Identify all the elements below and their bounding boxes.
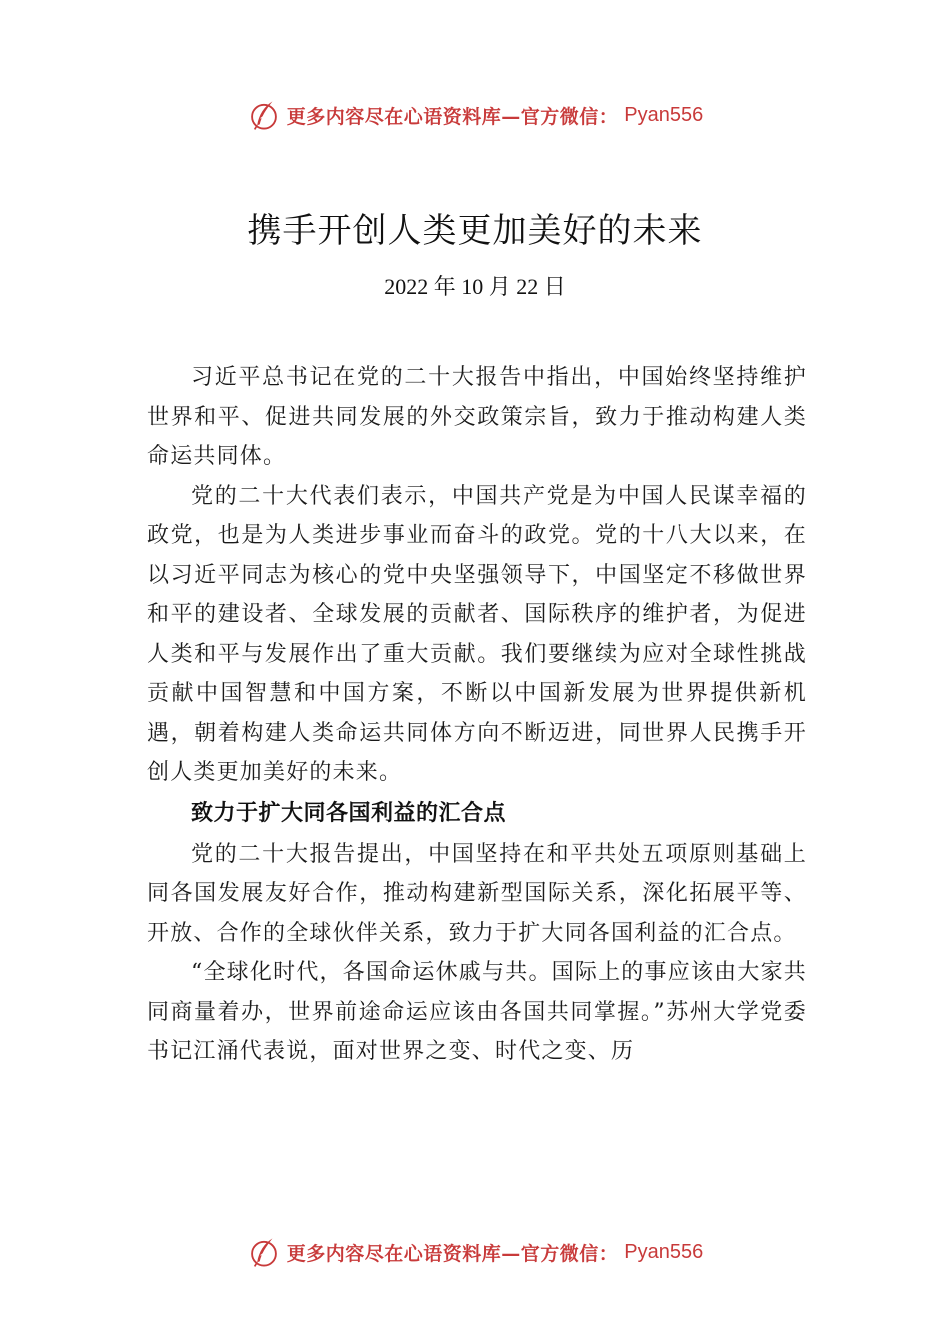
section-heading: 致力于扩大同各国利益的汇合点 (191, 800, 507, 826)
watermark-footer (0, 1232, 950, 1272)
watermark-wechat-id: Pyan556 (624, 1240, 704, 1263)
document-date: 2022 年 10 月 22 日 (384, 274, 566, 299)
body-paragraph: 党的二十大代表们表示，中国共产党是为中国人民谋幸福的政党，也是为人类进步事业而奋斗的政党。党的十八大以来，在以习近平同志为核心的党中央坚强领导下，中国坚定不移做世界和平的建设者、全球发展的贡献者、国际秩序的维护者，为促进人类和平与发展作出了重大贡献。我们要继续为应对全球性挑战贡献中国智慧和中国方案，不断以中国新发展为世界提供新机遇，朝着构建人类命运共同体方向不断迈进，同世界人民携手开创人类更加美好的未来。 (147, 483, 807, 785)
document-body (147, 358, 807, 1072)
document-title: 携手开创人类更加美好的未来 (247, 211, 703, 251)
watermark-text: 更多内容尽在心语资料库—官方微信： (286, 1242, 619, 1265)
body-paragraph: “全球化时代，各国命运休戚与共。国际上的事应该由大家共同商量着办，世界前途命运应该由各国共同掌握。”苏州大学党委书记江涌代表说，面对世界之变、时代之变、历 (147, 960, 807, 1064)
body-paragraph: 习近平总书记在党的二十大报告中指出，中国始终坚持维护世界和平、促进共同发展的外交政策宗旨，致力于推动构建人类命运共同体。 (147, 365, 807, 469)
feather-quill-icon (247, 1235, 281, 1269)
watermark-header (0, 95, 950, 135)
watermark-text: 更多内容尽在心语资料库—官方微信： (286, 105, 619, 128)
watermark-wechat-id: Pyan556 (624, 103, 704, 126)
body-paragraph: 党的二十大报告提出，中国坚持在和平共处五项原则基础上同各国发展友好合作，推动构建新型国际关系，深化拓展平等、开放、合作的全球伙伴关系，致力于扩大同各国利益的汇合点。 (147, 841, 807, 946)
feather-quill-icon (247, 98, 281, 132)
